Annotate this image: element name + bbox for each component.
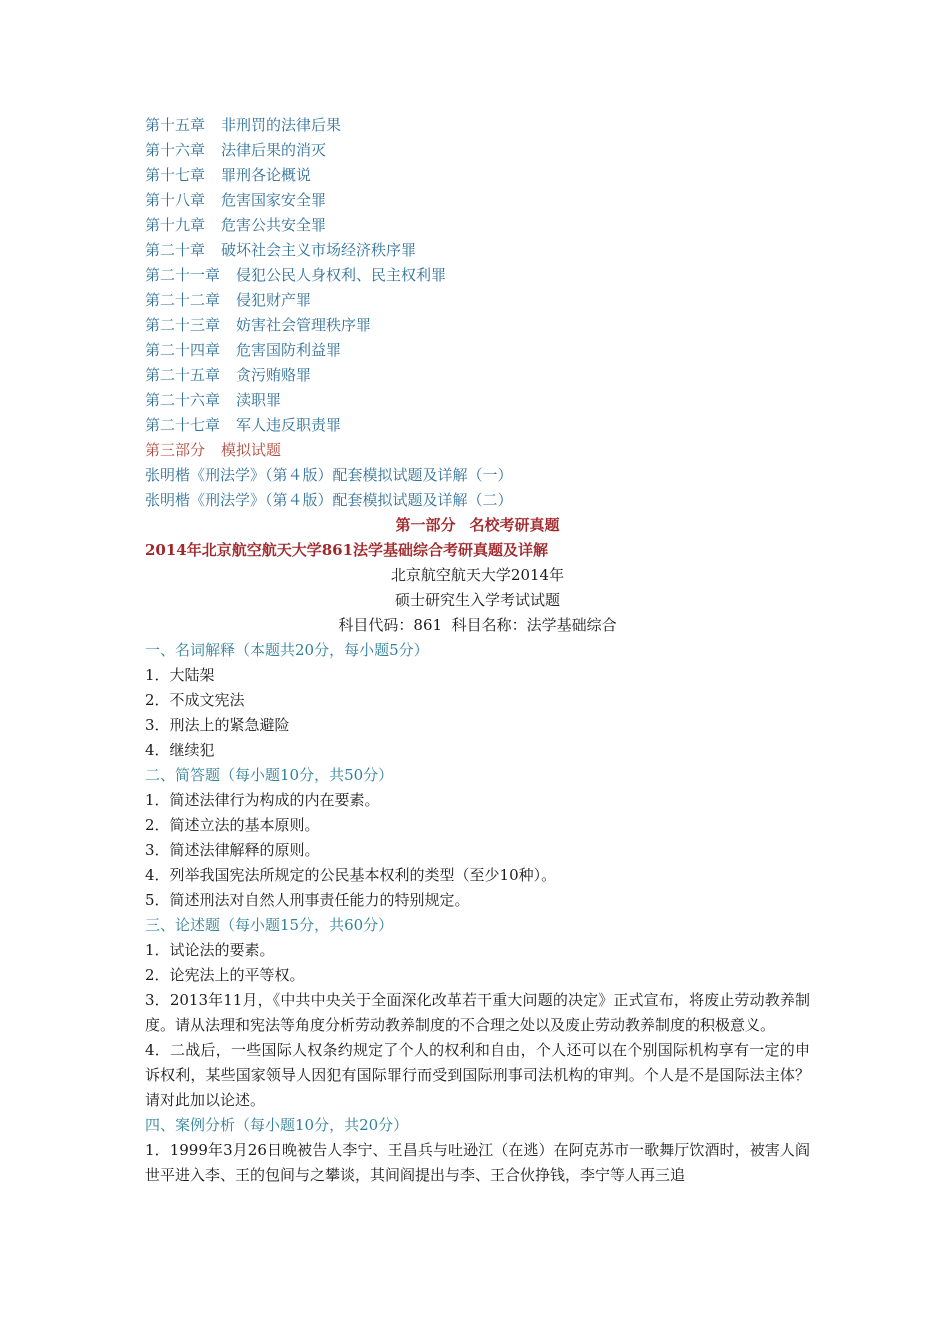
section-4-title: 四、案例分析（每小题10分，共20分）	[145, 1116, 409, 1134]
question-item: 3．简述法律解释的原则。	[145, 841, 320, 859]
toc-chapter-21[interactable]: 第二十一章 侵犯公民人身权利、民主权利罪	[145, 266, 447, 284]
question-item: 1．简述法律行为构成的内在要素。	[145, 791, 380, 809]
question-paragraph: 1．1999年3月26日晚被告人李宁、王昌兵与吐逊江（在逃）在阿克苏市一歌舞厅饮酒时，被害人阎世平进入李、王的包间与之攀谈，其间阎提出与李、王合伙挣钱，李宁等人再三追	[145, 1141, 810, 1184]
exam-name: 硕士研究生入学考试试题	[394, 591, 560, 609]
toc-chapter-23[interactable]: 第二十三章 妨害社会管理秩序罪	[145, 316, 372, 334]
toc-chapter-26[interactable]: 第二十六章 渎职罪	[145, 391, 282, 409]
question-item: 4．列举我国宪法所规定的公民基本权利的类型（至少10种）。	[145, 866, 557, 884]
question-item: 5．简述刑法对自然人刑事责任能力的特别规定。	[145, 891, 470, 909]
toc-chapter-24[interactable]: 第二十四章 危害国防利益罪	[145, 341, 342, 359]
section-3-title: 三、论述题（每小题15分，共60分）	[145, 916, 394, 934]
exam-subject: 科目代码：861 科目名称：法学基础综合	[338, 616, 617, 634]
toc-chapter-15[interactable]: 第十五章 非刑罚的法律后果	[145, 116, 342, 134]
paper-title: 2014年北京航空航天大学861法学基础综合考研真题及详解	[145, 541, 549, 559]
question-item: 2．简述立法的基本原则。	[145, 816, 320, 834]
question-item: 2．论宪法上的平等权。	[145, 966, 305, 984]
question-item: 1．大陆架	[145, 666, 215, 684]
question-paragraph: 3．2013年11月，《中共中央关于全面深化改革若干重大问题的决定》正式宣布，将废止劳动教养制度。请从法理和宪法等角度分析劳动教养制度的不合理之处以及废止劳动教养制度的积极意义。	[145, 991, 810, 1034]
toc-chapter-25[interactable]: 第二十五章 贪污贿赂罪	[145, 366, 312, 384]
section-2-title: 二、简答题（每小题10分，共50分）	[145, 766, 394, 784]
toc-list	[145, 113, 810, 513]
toc-part-3[interactable]: 第三部分 模拟试题	[145, 441, 282, 459]
question-item: 1．试论法的要素。	[145, 941, 275, 959]
part-1-heading: 第一部分 名校考研真题	[395, 516, 560, 534]
toc-chapter-22[interactable]: 第二十二章 侵犯财产罪	[145, 291, 312, 309]
question-paragraph: 4．二战后，一些国际人权条约规定了个人的权利和自由，个人还可以在个别国际机构享有一定的申诉权利，某些国家领导人因犯有国际罪行而受到国际刑事司法机构的审判。个人是不是国际法主体？请对此加以论述。	[145, 1041, 810, 1109]
toc-mock-exam-2[interactable]: 张明楷《刑法学》（第４版）配套模拟试题及详解（二）	[145, 491, 513, 509]
question-item: 3．刑法上的紧急避险	[145, 716, 290, 734]
toc-chapter-27[interactable]: 第二十七章 军人违反职责罪	[145, 416, 342, 434]
toc-chapter-16[interactable]: 第十六章 法律后果的消灭	[145, 141, 327, 159]
toc-chapter-18[interactable]: 第十八章 危害国家安全罪	[145, 191, 327, 209]
question-item: 4．继续犯	[145, 741, 215, 759]
exam-school: 北京航空航天大学2014年	[390, 566, 565, 584]
toc-mock-exam-1[interactable]: 张明楷《刑法学》（第４版）配套模拟试题及详解（一）	[145, 466, 513, 484]
document-page	[145, 113, 810, 1188]
section-1-title: 一、名词解释（本题共20分，每小题5分）	[145, 641, 429, 659]
toc-chapter-20[interactable]: 第二十章 破坏社会主义市场经济秩序罪	[145, 241, 417, 259]
toc-chapter-19[interactable]: 第十九章 危害公共安全罪	[145, 216, 327, 234]
toc-chapter-17[interactable]: 第十七章 罪刑各论概说	[145, 166, 312, 184]
question-item: 2．不成文宪法	[145, 691, 245, 709]
